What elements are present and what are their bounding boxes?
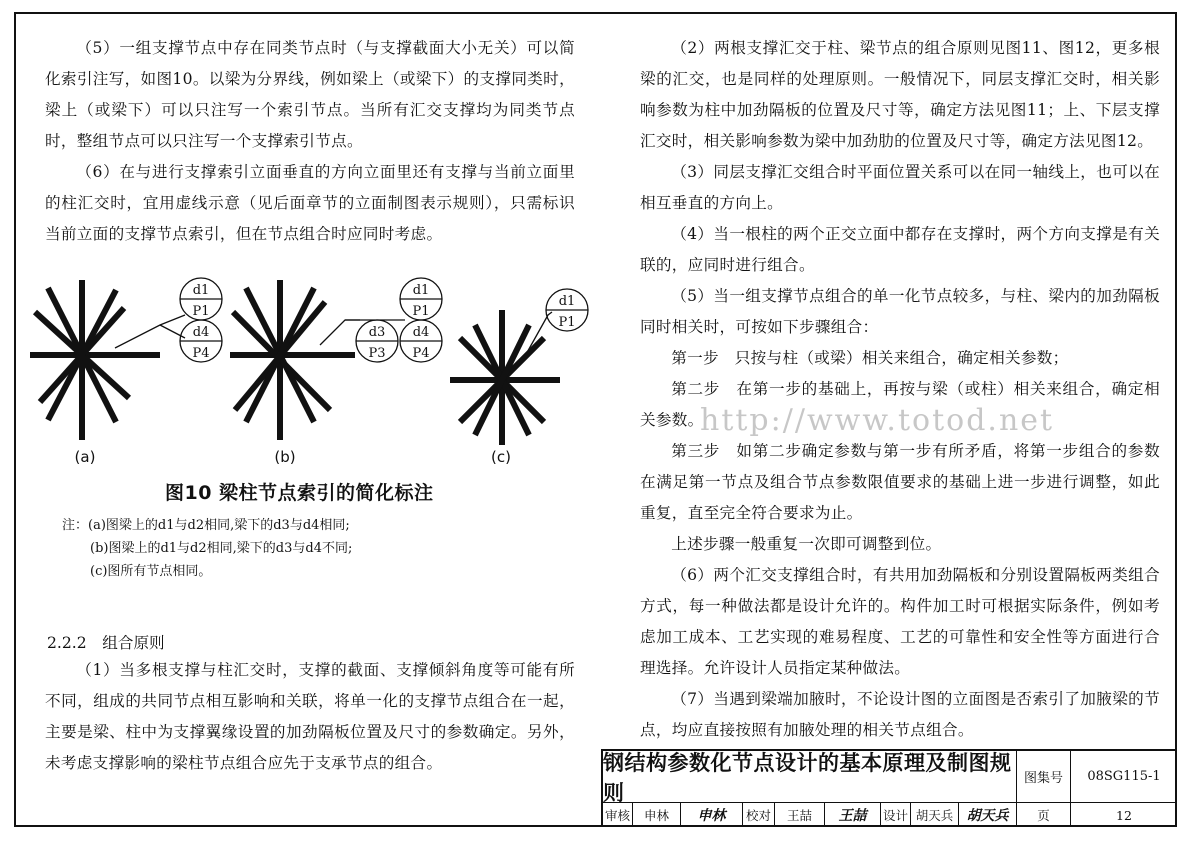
- check-name: 王喆: [775, 803, 825, 827]
- design-label: 设计: [881, 803, 911, 827]
- paragraph: 上述步骤一般重复一次即可调整到位。: [671, 535, 942, 553]
- index-label-top: d4: [192, 325, 210, 340]
- page-label: 页: [1017, 803, 1071, 827]
- index-label-bottom: P4: [412, 346, 430, 361]
- review-label: 审核: [603, 803, 633, 827]
- paragraph: （6）两个汇交支撑组合时，有共用加劲隔板和分别设置隔板两类组合方式，每一种做法都是设计允许的。构件加工时可根据实际条件，例如考虑加工成本、工艺实现的难易程度、工艺的可靠性和安全性等方面进行合理选择。允许设计人员指定某种做法。: [640, 566, 1160, 677]
- index-label-top: d4: [412, 325, 430, 340]
- step-paragraph: 第三步 如第二步确定参数与第一步有所矛盾，将第一步组合的参数在满足第一节点及组合节点参数限值要求的基础上进一步进行调整，如此重复，直至完全符合要求为止。: [640, 442, 1160, 522]
- index-label-top: d1: [192, 283, 210, 298]
- atlas-number-label: 图集号: [1017, 751, 1071, 803]
- signature-row: [603, 803, 1177, 827]
- note-item: (a)图梁上的d1与d2相同,梁下的d3与d4相同;: [88, 518, 350, 533]
- step-paragraph: 第二步 在第一步的基础上，再按与梁（或柱）相关来组合，确定相关参数。: [640, 380, 1160, 429]
- index-label-bottom: P1: [558, 315, 576, 330]
- index-label-top: d3: [368, 325, 386, 340]
- index-label-bottom: P4: [192, 346, 210, 361]
- title-block: [601, 749, 1177, 827]
- watermark: http://www.totod.net: [700, 403, 1055, 438]
- right-column: [640, 33, 1160, 746]
- drawing-title: 钢结构参数化节点设计的基本原理及制图规则: [603, 751, 1017, 803]
- paragraph: （7）当遇到梁端加腋时，不论设计图的立面图是否索引了加腋梁的节点，均应直接按照有加腋处理的相关节点组合。: [640, 690, 1160, 739]
- paragraph: （3）同层支撑汇交组合时平面位置关系可以在同一轴线上，也可以在相互垂直的方向上。: [640, 163, 1160, 212]
- notes-label: 注：: [62, 518, 89, 533]
- check-signature: 王喆: [825, 803, 881, 827]
- atlas-number-value: 08SG115-1: [1071, 751, 1177, 803]
- paragraph: （5）当一组支撑节点组合的单一化节点较多，与柱、梁内的加劲隔板同时相关时，可按如下步骤组合：: [640, 287, 1160, 336]
- joint-b: [230, 280, 355, 440]
- left-column: [45, 33, 575, 250]
- paragraph: （2）两根支撑汇交于柱、梁节点的组合原则见图11、图12，更多根梁的汇交，也是同样的处理原则。一般情况下，同层支撑汇交时，相关影响参数为柱中加劲隔板的位置及尺寸等，确定方法见图11；上、下层支撑汇交时，相关影响参数为梁中加劲肋的位置及尺寸等，确定方法见图12。: [640, 39, 1160, 150]
- paragraph: （1）当多根支撑与柱汇交时，支撑的截面、支撑倾斜角度等可能有所不同，组成的共同节点相互影响和关联，将单一化的支撑节点组合在一起，主要是梁、柱中为支撑翼缘设置的加劲隔板位置及尺寸的参数确定。另外，未考虑支撑影响的梁柱节点组合应先于支承节点的组合。: [45, 661, 575, 772]
- index-label-bottom: P1: [412, 304, 430, 319]
- figure-title: 图10 梁柱节点索引的简化标注: [165, 482, 434, 504]
- figure-notes: [62, 514, 352, 583]
- index-label-top: d1: [412, 283, 430, 298]
- index-label-top: d1: [558, 294, 576, 309]
- review-name: 申林: [633, 803, 681, 827]
- subfigure-caption: (b): [274, 448, 296, 466]
- joint-a: [30, 280, 160, 440]
- paragraph: （5）一组支撑节点中存在同类节点时（与支撑截面大小无关）可以简化索引注写，如图10。以梁为分界线，例如梁上（或梁下）的支撑同类时，梁上（或梁下）可以只注写一个索引节点。当所有汇交支撑均为同类节点时，整组节点可以只注写一个支撑索引节点。: [45, 39, 575, 150]
- review-signature: 申林: [681, 803, 743, 827]
- page-number: 12: [1116, 807, 1132, 823]
- subfigure-caption: (a): [74, 448, 96, 466]
- index-label-bottom: P3: [368, 346, 386, 361]
- note-item: (b)图梁上的d1与d2相同,梁下的d3与d4不同;: [90, 541, 353, 556]
- paragraph: （4）当一根柱的两个正交立面中都存在支撑时，两个方向支撑是有关联的，应同时进行组合。: [640, 225, 1160, 274]
- section-heading: 2.2.2 组合原则: [47, 634, 165, 652]
- joint-c: [450, 310, 560, 445]
- design-signature: 胡天兵: [959, 803, 1017, 827]
- subfigure-caption: (c): [491, 448, 511, 466]
- index-label-bottom: P1: [192, 304, 210, 319]
- design-name: 胡天兵: [911, 803, 959, 827]
- check-label: 校对: [743, 803, 775, 827]
- step-paragraph: 第一步 只按与柱（或梁）相关来组合，确定相关参数；: [671, 349, 1069, 367]
- paragraph: （6）在与进行支撑索引立面垂直的方向立面里还有支撑与当前立面里的柱汇交时，宜用虚线示意（见后面章节的立面制图表示规则），只需标识当前立面的支撑节点索引，但在节点组合时应同时考虑。: [45, 163, 575, 243]
- note-item: (c)图所有节点相同。: [90, 564, 212, 579]
- left-lower-text: [45, 655, 575, 779]
- figure-10-drawing: [20, 270, 620, 475]
